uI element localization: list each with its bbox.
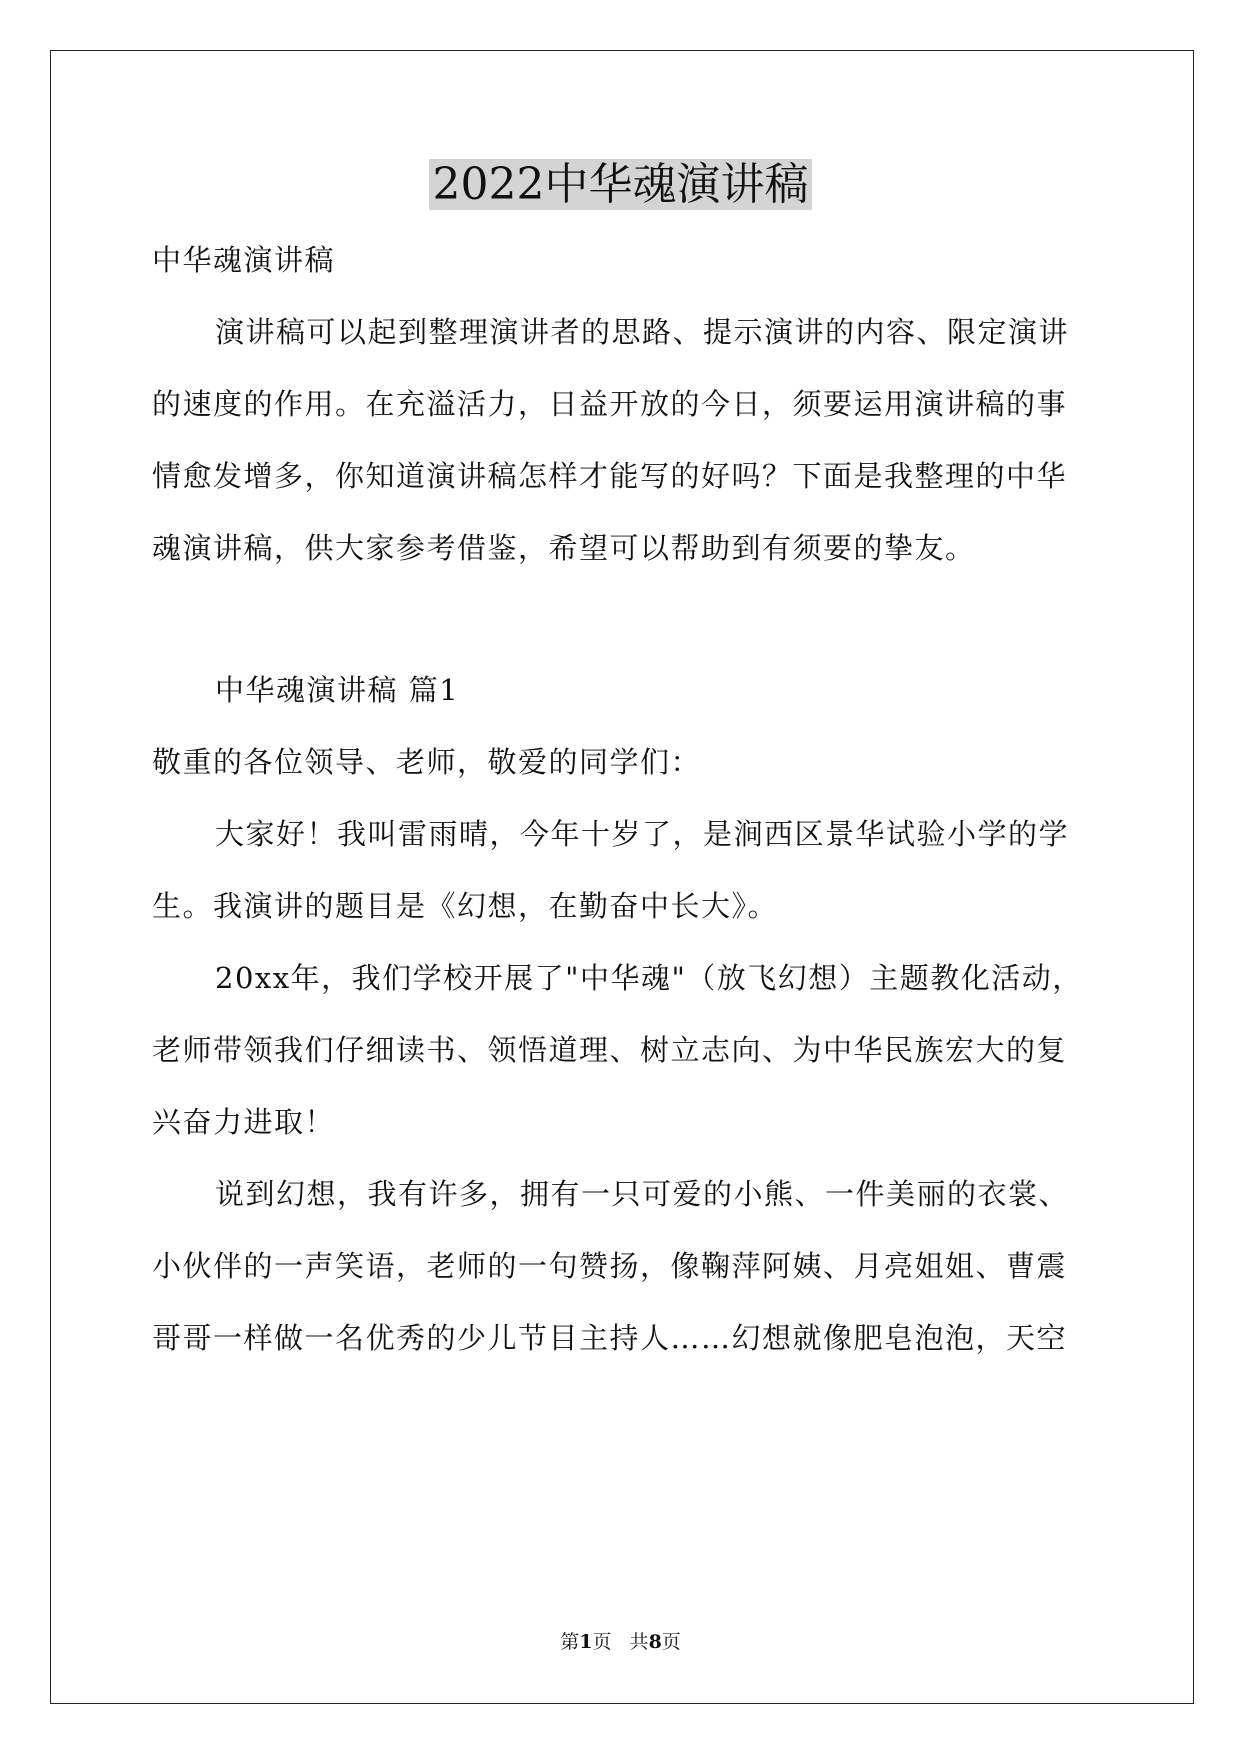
body-line-2: 生。我演讲的题目是《幻想，在勤奋中长大》。 (152, 889, 779, 923)
document-subtitle: 中华魂演讲稿 (152, 243, 336, 277)
intro-line-4: 魂演讲稿，供大家参考借鉴，希望可以帮助到有须要的挚友。 (152, 531, 976, 565)
footer-page-mid: 页 共 (592, 1631, 649, 1653)
intro-line-1: 演讲稿可以起到整理演讲者的思路、提示演讲的内容、限定演讲 (215, 315, 1070, 349)
intro-line-3: 情愈发增多，你知道演讲稿怎样才能写的好吗？下面是我整理的中华 (152, 459, 1068, 493)
footer-page-total: 8 (648, 1631, 662, 1653)
salutation: 敬重的各位领导、老师，敬爱的同学们： (152, 745, 702, 779)
intro-line-2: 的速度的作用。在充溢活力，日益开放的今日，须要运用演讲稿的事 (152, 387, 1068, 421)
body-line-7: 小伙伴的一声笑语，老师的一句赞扬，像鞠萍阿姨、月亮姐姐、曹震 (152, 1249, 1068, 1283)
footer-page-suffix: 页 (661, 1631, 681, 1653)
body-line-1: 大家好！我叫雷雨晴，今年十岁了，是涧西区景华试验小学的学 (215, 817, 1070, 851)
page-border (50, 50, 1194, 1704)
footer-page-current: 1 (579, 1631, 593, 1653)
body-line-5: 兴奋力进取！ (152, 1105, 336, 1139)
document-title (0, 157, 1241, 213)
page-footer (0, 1630, 1241, 1654)
document-title-text: 2022中华魂演讲稿 (429, 159, 813, 210)
section-heading: 中华魂演讲稿 篇1 (215, 673, 460, 707)
body-line-6: 说到幻想，我有许多，拥有一只可爱的小熊、一件美丽的衣裳、 (215, 1177, 1070, 1211)
body-line-8: 哥哥一样做一名优秀的少儿节目主持人……幻想就像肥皂泡泡，天空 (152, 1321, 1068, 1355)
body-line-3: 20xx年，我们学校开展了"中华魂"（放飞幻想）主题教化活动， (215, 961, 1083, 995)
body-line-4: 老师带领我们仔细读书、领悟道理、树立志向、为中华民族宏大的复 (152, 1033, 1068, 1067)
footer-page-prefix: 第 (560, 1631, 580, 1653)
